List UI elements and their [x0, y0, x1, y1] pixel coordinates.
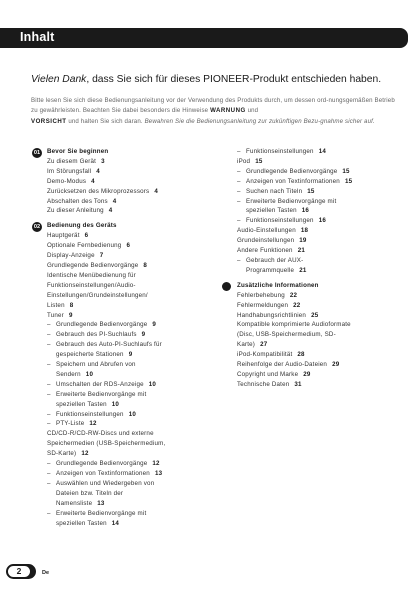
toc-entry[interactable] — [32, 197, 212, 207]
toc-entry[interactable] — [222, 380, 402, 390]
toc-entry[interactable] — [222, 340, 402, 350]
toc-page-number: 21 — [299, 266, 307, 274]
language-label: De — [42, 570, 50, 576]
page-number-tab — [6, 564, 36, 579]
toc-entry-text: Hauptgerät — [47, 232, 80, 240]
toc-entry-text: Grundlegende Bedienvorgänge — [56, 460, 148, 468]
toc-entry[interactable] — [32, 469, 212, 479]
header-bar — [0, 28, 408, 48]
toc-entry[interactable] — [32, 340, 212, 350]
toc-entry[interactable] — [32, 429, 212, 439]
toc-entry[interactable] — [32, 261, 212, 271]
intro-text-italic: Bewahren Sie die Bedienungsanleitung zur zukünftigen Bezu-gnahme sicher auf. — [144, 117, 375, 125]
toc-entry-text: Erweiterte Bedienvorgänge mit — [56, 390, 147, 398]
toc-entry-text: Identische Menübedienung für — [47, 271, 136, 279]
toc-page-number: 9 — [152, 321, 157, 329]
toc-entry-text: Grundeinstellungen — [237, 237, 295, 245]
toc-entry-text: speziellen Tasten — [56, 519, 107, 527]
toc-page-number: 12 — [81, 450, 89, 458]
toc-page-number: 10 — [85, 370, 94, 378]
section-heading-bedienung[interactable] — [32, 221, 212, 231]
intro-paragraph — [31, 96, 395, 127]
toc-entry[interactable] — [222, 187, 402, 197]
toc-entry[interactable] — [222, 206, 402, 216]
toc-entry-text: Tuner — [47, 311, 64, 319]
toc-entry[interactable] — [222, 370, 402, 380]
toc-entry-text: Kompatible komprimierte Audioformate — [237, 321, 351, 329]
toc-entry[interactable] — [222, 301, 402, 311]
toc-page-number: 6 — [126, 242, 131, 250]
toc-entry-text: PTY-Liste — [56, 420, 85, 428]
toc-entry[interactable] — [32, 177, 212, 187]
intro-title — [31, 74, 401, 85]
toc-entry[interactable] — [222, 360, 402, 370]
section-badge-01: 01 — [33, 149, 41, 156]
toc-page-number: 6 — [84, 232, 89, 240]
toc-page-number: 16 — [318, 217, 326, 225]
toc-entry-text: Anzeigen von Textinformationen — [246, 177, 340, 185]
toc-entry-text: Dateien bzw. Titeln der — [56, 489, 124, 497]
toc-entry[interactable] — [222, 236, 402, 246]
toc-entry-text: Listen — [47, 301, 65, 309]
toc-entry[interactable] — [222, 320, 402, 330]
toc-entry-text: Fehlermeldungen — [237, 301, 289, 309]
intro-title-italic: Vielen Dank — [31, 74, 87, 85]
toc-entry[interactable] — [32, 231, 212, 241]
toc-entry[interactable] — [32, 291, 212, 301]
toc-entry-text: Grundlegende Bedienvorgänge — [47, 261, 139, 269]
toc-entry[interactable] — [32, 519, 212, 529]
toc-entry-text: Umschalten der RDS-Anzeige — [56, 380, 144, 388]
toc-entry[interactable] — [32, 489, 212, 499]
toc-entry-text: Speichern und Abrufen von — [56, 361, 136, 369]
toc-right-column — [222, 147, 402, 390]
toc-page-number: 19 — [299, 237, 307, 245]
intro-text-3: und halten Sie sich daran. — [66, 117, 145, 125]
toc-entry[interactable] — [32, 320, 212, 330]
toc-entry[interactable] — [32, 499, 212, 509]
toc-entry[interactable] — [32, 157, 212, 167]
toc-entry-text: Zu dieser Anleitung — [47, 207, 104, 215]
toc-page-number: 9 — [141, 331, 146, 339]
toc-page-number: 3 — [101, 157, 105, 165]
intro-title-rest: , dass Sie sich für dieses PIONEER-Produkt entschieden haben. — [86, 74, 382, 85]
toc-entry-text: Funktionseinstellungen — [246, 217, 314, 225]
toc-page-number: 18 — [300, 227, 309, 235]
toc-page-number: 29 — [332, 361, 340, 369]
toc-entry[interactable] — [222, 147, 402, 157]
toc-entry-text: Einstellungen/Grundeinstellungen/ — [47, 291, 148, 299]
toc-entry[interactable] — [32, 311, 212, 321]
toc-entry[interactable] — [32, 241, 212, 251]
toc-page-number: 8 — [143, 261, 148, 269]
toc-page-number: 15 — [342, 167, 350, 175]
toc-page-number: 4 — [108, 207, 113, 215]
toc-entry[interactable] — [222, 157, 402, 167]
toc-entry[interactable] — [222, 256, 402, 266]
toc-entry[interactable] — [222, 226, 402, 236]
toc-entry[interactable] — [222, 177, 402, 187]
toc-entry[interactable] — [222, 291, 402, 301]
section-heading-zusaetzlich[interactable] — [222, 281, 402, 291]
toc-page-number: 13 — [154, 470, 163, 477]
toc-page-number: 15 — [255, 157, 263, 165]
toc-page-number: 12 — [89, 420, 97, 428]
toc-entry[interactable] — [32, 301, 212, 311]
toc-entry-text: Zu diesem Gerät — [47, 157, 97, 165]
toc-page-number: 4 — [112, 197, 117, 205]
toc-entry-text: speziellen Tasten — [56, 400, 107, 408]
toc-entry-text: Im Störungsfall — [47, 167, 92, 175]
toc-page-number: 7 — [99, 252, 104, 260]
section-badge-blank — [222, 282, 231, 291]
toc-entry-text: Erweiterte Bedienvorgänge mit — [246, 197, 337, 205]
toc-page-number: 8 — [69, 301, 74, 309]
toc-entry-text: Sendern — [56, 370, 81, 378]
toc-page-number: 10 — [148, 380, 157, 388]
toc-entry[interactable] — [222, 266, 402, 276]
toc-entry[interactable] — [32, 187, 212, 197]
toc-entry[interactable] — [32, 330, 212, 340]
intro-vorsicht: VORSICHT — [31, 117, 67, 125]
toc-left-column — [32, 147, 212, 528]
toc-entry[interactable] — [32, 360, 212, 370]
toc-entry[interactable] — [32, 251, 212, 261]
section-badge-02: 02 — [33, 223, 41, 230]
toc-entry-text: Display-Anzeige — [47, 252, 95, 260]
toc-entry[interactable] — [222, 197, 402, 207]
toc-entry[interactable] — [32, 400, 212, 410]
toc-entry-text: Funktionseinstellungen — [56, 410, 124, 418]
toc-entry-text: Anzeigen von Textinformationen — [56, 470, 150, 477]
toc-page-number: 14 — [318, 148, 326, 155]
toc-page-number: 10 — [128, 410, 136, 418]
section-title: Bevor Sie beginnen — [47, 148, 109, 155]
toc-page-number: 21 — [297, 247, 305, 255]
toc-entry[interactable] — [222, 350, 402, 360]
toc-page-number: 25 — [311, 311, 319, 319]
intro-warnung: WARNUNG — [210, 107, 246, 115]
toc-entry-text: iPod — [237, 157, 251, 165]
toc-entry-text: Suchen nach Titeln — [246, 187, 303, 195]
toc-page-number: 4 — [154, 187, 158, 195]
toc-entry[interactable] — [32, 390, 212, 400]
toc-page-number: 28 — [297, 351, 305, 359]
toc-entry-text: Abschalten des Tons — [47, 197, 108, 205]
toc-entry[interactable] — [32, 459, 212, 469]
toc-entry-text: Grundlegende Bedienvorgänge — [56, 321, 148, 329]
toc-entry[interactable] — [32, 439, 212, 449]
toc-page-number: 13 — [97, 499, 105, 507]
toc-entry[interactable] — [32, 350, 212, 360]
toc-entry-text: Grundlegende Bedienvorgänge — [246, 167, 338, 175]
toc-page-number: 10 — [111, 400, 120, 408]
toc-entry[interactable] — [32, 281, 212, 291]
toc-entry-text: CD/CD-R/CD-RW-Discs und externe — [47, 430, 154, 438]
toc-entry-text: Programmquelle — [246, 266, 295, 274]
page-number: 2 — [8, 566, 30, 577]
toc-page-number: 9 — [128, 351, 133, 359]
toc-entry-text: Copyright und Marke — [237, 370, 299, 378]
toc-entry[interactable] — [222, 246, 402, 256]
toc-entry[interactable] — [222, 216, 402, 226]
toc-page-number: 22 — [289, 291, 298, 299]
toc-entry-text: Audio-Einstellungen — [237, 227, 296, 235]
toc-entry[interactable] — [32, 419, 212, 429]
toc-entry[interactable] — [32, 370, 212, 380]
toc-page-number: 14 — [111, 519, 120, 527]
toc-page-number: 16 — [301, 207, 310, 215]
toc-entry-text: Technische Daten — [237, 380, 290, 388]
toc-page-number: 31 — [294, 380, 302, 388]
toc-page-number: 22 — [293, 301, 301, 309]
toc-entry-text: Fehlerbehebung — [237, 291, 285, 299]
section-heading-bevor[interactable] — [32, 147, 212, 157]
toc-entry[interactable] — [32, 206, 212, 216]
intro-text-2: und — [245, 107, 259, 115]
toc-entry-text: Reihenfolge der Audio-Dateien — [237, 361, 328, 369]
toc-entry-text: Gebrauch der AUX- — [246, 256, 304, 264]
toc-entry-text: Gebrauch des PI-Suchlaufs — [56, 331, 137, 339]
toc-entry-text: Andere Funktionen — [237, 247, 293, 255]
intro-text-1: Bitte lesen Sie sich diese Bedienungsanleitung vor der Verwendung des Produkts durch, um dessen ord-nungsgemäßen Betrieb zu gewährleisten. Beachten Sie dabei besonders die Hinweise — [31, 97, 395, 115]
toc-entry[interactable] — [32, 380, 212, 390]
toc-entry-text: Karte) — [237, 341, 256, 349]
toc-page-number: 4 — [96, 167, 100, 175]
toc-entry-text: gespeicherte Stationen — [56, 351, 124, 359]
toc-entry-text: Optionale Fernbedienung — [47, 242, 122, 250]
toc-page-number: 15 — [344, 177, 353, 185]
toc-page-number: 12 — [152, 460, 160, 468]
toc-page-number: 9 — [68, 311, 73, 319]
toc-page-number: 29 — [303, 370, 311, 378]
toc-entry-text: (Disc, USB-Speichermedium, SD- — [237, 331, 336, 339]
toc-entry[interactable] — [32, 410, 212, 420]
toc-entry[interactable] — [222, 311, 402, 321]
toc-page-number: 27 — [260, 341, 268, 349]
toc-entry-text: Handhabungsrichtlinien — [237, 311, 307, 319]
toc-entry-text: iPod-Kompatibilität — [237, 351, 293, 359]
toc-entry-text: Auswählen und Wiedergeben von — [56, 479, 155, 487]
toc-entry-text: Funktionseinstellungen/Audio- — [47, 281, 136, 289]
toc-entry-text: Zurücksetzen des Mikroprozessors — [47, 187, 150, 195]
page-title: Inhalt — [20, 30, 55, 44]
toc-entry[interactable] — [222, 167, 402, 177]
section-title: Bedienung des Geräts — [47, 222, 117, 230]
toc-entry[interactable] — [32, 167, 212, 177]
toc-entry[interactable] — [32, 449, 212, 459]
toc-entry-text: Speichermedien (USB-Speichermedium, — [47, 440, 166, 448]
toc-page-number: 15 — [307, 187, 315, 195]
toc-entry-text: Erweiterte Bedienvorgänge mit — [56, 509, 147, 517]
toc-page-number: 4 — [91, 177, 95, 185]
section-title: Zusätzliche Informationen — [237, 281, 319, 289]
toc-entry-text: Funktionseinstellungen — [246, 148, 314, 155]
toc-entry[interactable] — [222, 330, 402, 340]
toc-entry[interactable] — [32, 271, 212, 281]
toc-entry-text: Namensliste — [56, 499, 93, 507]
toc-entry-text: Demo-Modus — [47, 177, 87, 185]
toc-entry-text: SD-Karte) — [47, 450, 77, 458]
toc-entry[interactable] — [32, 509, 212, 519]
toc-entry-text: speziellen Tasten — [246, 207, 297, 215]
toc-entry-text: Gebrauch des Auto-PI-Suchlaufs für — [56, 341, 162, 349]
toc-entry[interactable] — [32, 479, 212, 489]
